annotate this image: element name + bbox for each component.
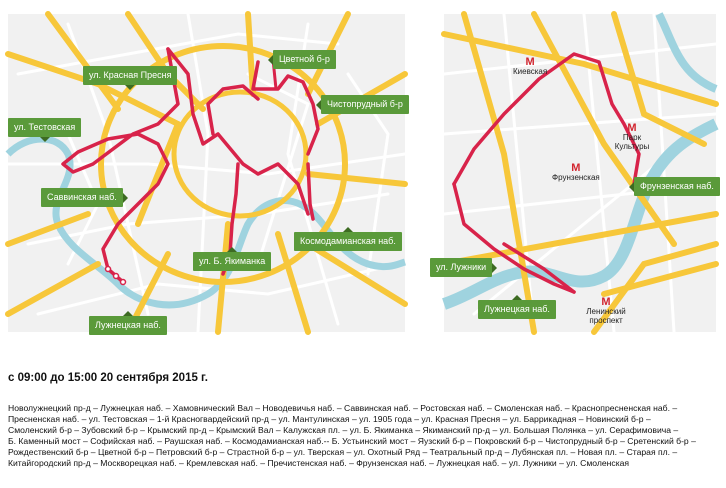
callout-label: Чистопрудный б-р — [327, 99, 403, 109]
metro-label: Парк Культуры — [614, 133, 650, 151]
closure-date-time: с 09:00 до 15:00 20 сентября 2015 г. — [8, 372, 208, 384]
callout-pointer — [343, 222, 353, 232]
metro-leninsky — [576, 298, 636, 325]
route-map-overview — [8, 14, 405, 332]
route-map-detail — [436, 14, 716, 332]
metro-icon: М — [601, 296, 611, 308]
metro-park-kultury — [607, 124, 657, 151]
route-line: Смоленский б-р – Зубовский б-р – Крымский пр-д – Крымский Вал – Калужская пл. – ул. Б. Якиманка – Якиманский пр-д – ул. Большая Полянка – ул. Серафимовича – — [8, 425, 679, 435]
callout-luzhnetskaya — [89, 316, 167, 335]
callout-pointer — [123, 193, 133, 203]
callout-label: Цветной б-р — [279, 54, 330, 64]
callout-tsvetnoy — [273, 50, 336, 69]
callout-yakimanka — [193, 252, 271, 271]
callout-label: Саввинская наб. — [47, 192, 117, 202]
metro-icon: М — [627, 122, 637, 134]
callout-pointer — [263, 55, 273, 65]
callout-savvinskaya — [41, 188, 123, 207]
callout-label: Фрунзенская наб. — [640, 181, 714, 191]
callout-pointer — [624, 182, 634, 192]
callout-label: Космодамианская наб. — [300, 236, 396, 246]
metro-label: Ленинский проспект — [586, 307, 626, 325]
callout-pointer — [311, 100, 321, 110]
callout-luzhnetskaya — [478, 300, 556, 319]
callout-label: ул. Красная Пресня — [89, 70, 172, 80]
route-line: Новолужнецкий пр-д – Лужнецкая наб. – Хамовнический Вал – Новодевичья наб. – Саввинская наб. – Ростовская наб. – Смоленская наб. – Краснопресненская наб. – — [8, 403, 678, 413]
callout-testovskaya — [8, 118, 81, 137]
callout-label: Лужнецкая наб. — [484, 304, 550, 314]
callout-luzhniki-street — [430, 258, 492, 277]
callout-chistoprudny — [321, 95, 409, 114]
route-line: Б. Каменный мост – Софийская наб. – Раушская наб. – Космодамианская наб.-- Б. Устьинский мост – Яузский б-р – Покровский б-р – Чистопрудный б-р – Сретенский б-р – — [8, 436, 696, 446]
metro-icon: М — [525, 56, 535, 68]
metro-kievskaya — [513, 58, 547, 76]
callout-pointer — [123, 306, 133, 316]
route-line: Китайгородский пр-д – Москворецкая наб. – Кремлевская наб. – Пречистенская наб. – Фрунзенская наб. – Лужнецкая наб. – ул. Лужники – ул. Смоленская — [8, 458, 630, 468]
callout-pointer — [492, 263, 502, 273]
callout-krasnaya-presnya — [83, 66, 177, 85]
callout-pointer — [227, 242, 237, 252]
route-map-overview-graphic — [8, 14, 405, 332]
callout-label: ул. Б. Якиманка — [199, 256, 266, 266]
callout-kosmodamianskaya — [294, 232, 402, 251]
route-line: Пресненская наб. – ул. Тестовская – 1-й Красногвардейский пр-д – ул. Мантулинская – ул. 1905 года – ул. Красная Пресня – ул. Баррикадная – Новинский б-р – — [8, 414, 651, 424]
metro-frunzenskaya — [552, 164, 600, 182]
metro-label: Фрунзенская — [552, 173, 600, 182]
callout-pointer — [40, 137, 50, 147]
route-line: Рождественский б-р – Цветной б-р – Петровский б-р – Страстной б-р – ул. Тверская – ул. Охотный Ряд – Театральный пр-д – Лубянская пл. – Новая пл. – Старая пл. – — [8, 447, 678, 457]
callout-pointer — [512, 290, 522, 300]
callout-pointer — [125, 85, 135, 95]
metro-label: Киевская — [513, 67, 548, 76]
route-description — [8, 403, 718, 469]
metro-icon: М — [571, 162, 581, 174]
callout-label: ул. Тестовская — [14, 122, 76, 132]
callout-label: ул. Лужники — [436, 262, 487, 272]
callout-label: Лужнецкая наб. — [95, 320, 161, 330]
callout-frunzenskaya-nab — [634, 177, 720, 196]
